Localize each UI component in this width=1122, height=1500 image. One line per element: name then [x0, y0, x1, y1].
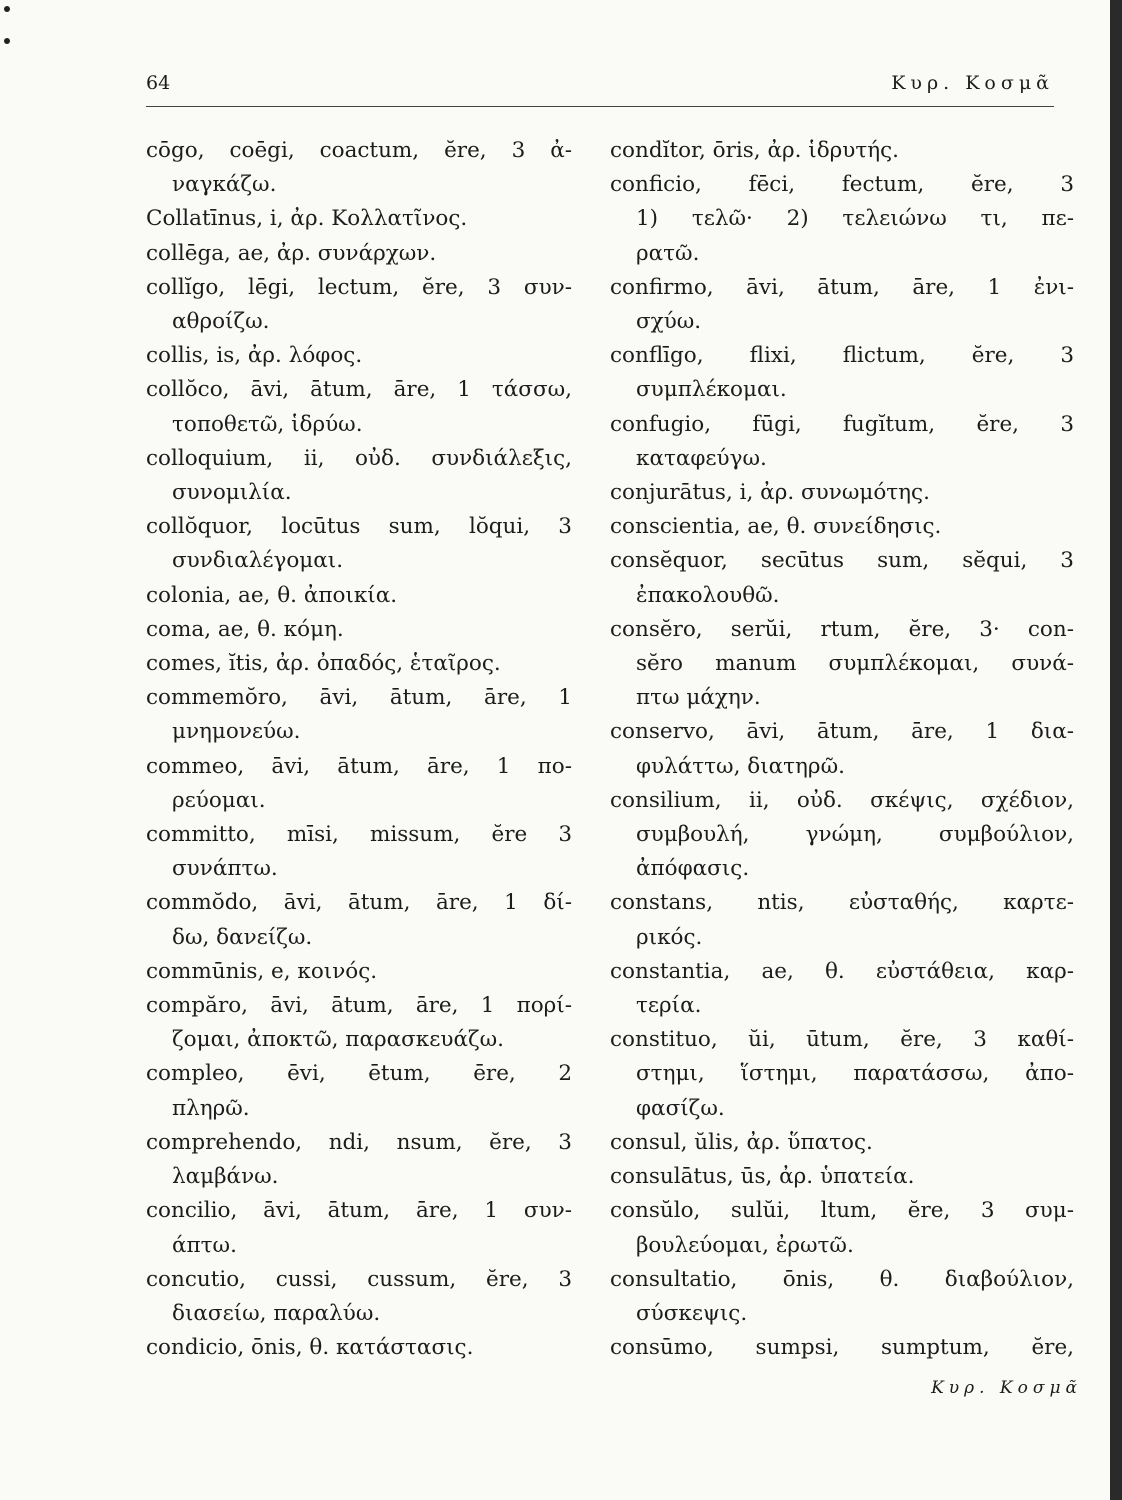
dictionary-line: ρεύομαι.	[172, 787, 266, 813]
scan-mark	[4, 6, 10, 12]
dictionary-line: Collatīnus, i, ἀρ. Κολλατῖνος.	[146, 206, 468, 232]
dictionary-line: compăro, āvi, ātum, āre, 1 πορί-	[146, 993, 572, 1019]
dictionary-line: constantia, ae, θ. εὐστάθεια, καρ-	[610, 958, 1074, 984]
dictionary-line: στημι, ἵστημι, παρατάσσω, ἀπο-	[636, 1061, 1074, 1087]
dictionary-line: colonia, ae, θ. ἀποικία.	[146, 582, 398, 608]
dictionary-line: τερία.	[636, 993, 702, 1019]
left-column	[146, 134, 572, 1365]
dictionary-line: confirmo, āvi, ātum, āre, 1 ἐνι-	[610, 274, 1074, 300]
dictionary-line: συνομιλία.	[172, 480, 292, 506]
dictionary-line: ζομαι, ἀποκτῶ, παρασκευάζω.	[172, 1027, 504, 1053]
dictionary-line: conjurātus, i, ἀρ. συνωμότης.	[610, 480, 930, 506]
dictionary-line: concilio, āvi, ātum, āre, 1 συν-	[146, 1198, 572, 1224]
dictionary-line: σχύω.	[636, 309, 702, 335]
dictionary-line: constituo, ŭi, ūtum, ĕre, 3 καθί-	[610, 1027, 1074, 1053]
dictionary-line: collĭgo, lēgi, lectum, ĕre, 3 συν-	[146, 274, 572, 300]
dictionary-line: commūnis, e, κοινός.	[146, 958, 378, 984]
dictionary-line: colloquium, ii, οὐδ. συνδιάλεξις,	[146, 445, 572, 471]
dictionary-line: ἐπακολουθῶ.	[636, 582, 780, 608]
running-head: Κυρ. Κοσμᾶ	[891, 72, 1054, 94]
dictionary-line: compleo, ēvi, ētum, ēre, 2	[146, 1061, 572, 1087]
dictionary-line: comprehendo, ndi, nsum, ĕre, 3	[146, 1129, 572, 1155]
dictionary-line: consĕro, serŭi, rtum, ĕre, 3· con-	[610, 616, 1074, 642]
dictionary-line: λαμβάνω.	[172, 1164, 279, 1190]
dictionary-line: τοποθετῶ, ἱδρύω.	[172, 411, 363, 437]
dictionary-line: consulātus, ūs, ἀρ. ὑπατεία.	[610, 1164, 915, 1190]
dictionary-line: confugio, fūgi, fugĭtum, ĕre, 3	[610, 411, 1074, 437]
dictionary-line: βουλεύομαι, ἐρωτῶ.	[636, 1232, 854, 1258]
dictionary-line: consūmo, sumpsi, sumptum, ĕre,	[610, 1335, 1074, 1361]
scan-mark	[4, 38, 10, 44]
dictionary-line: φασίζω.	[636, 1095, 725, 1121]
footer-signature: Κυρ. Κοσμᾶ	[931, 1378, 1082, 1398]
dictionary-line: συμβουλή, γνώμη, συμβούλιον,	[636, 822, 1074, 848]
page-number: 64	[146, 72, 171, 94]
dictionary-line: δω, δανείζω.	[172, 924, 313, 950]
dictionary-line: διασείω, παραλύω.	[172, 1300, 381, 1326]
dictionary-line: coma, ae, θ. κόμη.	[146, 616, 344, 642]
dictionary-line: collŏco, āvi, ātum, āre, 1 τάσσω,	[146, 377, 572, 403]
dictionary-line: καταφεύγω.	[636, 445, 767, 471]
dictionary-line: conscientia, ae, θ. συνείδησις.	[610, 514, 942, 540]
dictionary-line: πτω μάχην.	[636, 685, 761, 711]
dictionary-line: condĭtor, ōris, ἀρ. ἱδρυτής.	[610, 138, 900, 163]
dictionary-line: μνημονεύω.	[172, 719, 301, 745]
dictionary-line: consilium, ii, οὐδ. σκέψις, σχέδιον,	[610, 787, 1074, 813]
dictionary-line: comes, ĭtis, ἀρ. ὀπαδός, ἑταῖρος.	[146, 651, 501, 677]
dictionary-line: conservo, āvi, ātum, āre, 1 δια-	[610, 719, 1074, 745]
header-rule	[146, 106, 1054, 107]
right-column	[610, 134, 1074, 1365]
dictionary-line: σύσκεψις.	[636, 1300, 748, 1326]
scan-right-edge	[1110, 0, 1122, 1500]
dictionary-line: collŏquor, locūtus sum, lŏqui, 3	[146, 514, 572, 540]
dictionary-line: consŭlo, sulŭi, ltum, ĕre, 3 συμ-	[610, 1198, 1074, 1224]
dictionary-line: concutio, cussi, cussum, ĕre, 3	[146, 1266, 572, 1292]
dictionary-line: conficio, fēci, fectum, ĕre, 3	[610, 172, 1074, 198]
dictionary-line: condicio, ōnis, θ. κατάστασις.	[146, 1335, 474, 1361]
dictionary-line: άπτω.	[172, 1232, 237, 1258]
page-header	[146, 72, 1054, 102]
dictionary-line: ρικός.	[636, 924, 703, 950]
dictionary-line: ναγκάζω.	[172, 172, 277, 198]
dictionary-line: collēga, ae, ἀρ. συνάρχων.	[146, 240, 437, 266]
dictionary-line: συνάπτω.	[172, 856, 278, 882]
dictionary-line: commeo, āvi, ātum, āre, 1 πο-	[146, 753, 572, 779]
dictionary-line: φυλάττω, διατηρῶ.	[636, 753, 845, 779]
dictionary-line: 1) τελῶ· 2) τελειώνω τι, πε-	[636, 206, 1074, 232]
dictionary-line: sĕro manum συμπλέκομαι, συνά-	[636, 651, 1074, 677]
dictionary-line: συνδιαλέγομαι.	[172, 548, 344, 574]
dictionary-line: commemŏro, āvi, ātum, āre, 1	[146, 685, 572, 711]
dictionary-line: commŏdo, āvi, ātum, āre, 1 δί-	[146, 890, 572, 916]
dictionary-line: constans, ntis, εὐσταθής, καρτε-	[610, 890, 1074, 916]
dictionary-line: αθροίζω.	[172, 309, 270, 335]
dictionary-line: ἀπόφασις.	[636, 856, 750, 882]
dictionary-line: committo, mīsi, missum, ĕre 3	[146, 822, 572, 848]
dictionary-line: συμπλέκομαι.	[636, 377, 787, 403]
dictionary-line: consultatio, ōnis, θ. διαβούλιον,	[610, 1266, 1074, 1292]
dictionary-line: cōgo, coēgi, coactum, ĕre, 3 ἀ-	[146, 138, 572, 163]
dictionary-line: collis, is, ἀρ. λόφος.	[146, 343, 363, 369]
dictionary-line: consul, ŭlis, ἀρ. ὕπατος.	[610, 1129, 873, 1155]
dictionary-line: ρατῶ.	[636, 240, 700, 266]
dictionary-line: consĕquor, secūtus sum, sĕqui, 3	[610, 548, 1074, 574]
dictionary-line: πληρῶ.	[172, 1095, 250, 1121]
dictionary-line: conflīgo, flixi, flictum, ĕre, 3	[610, 343, 1074, 369]
